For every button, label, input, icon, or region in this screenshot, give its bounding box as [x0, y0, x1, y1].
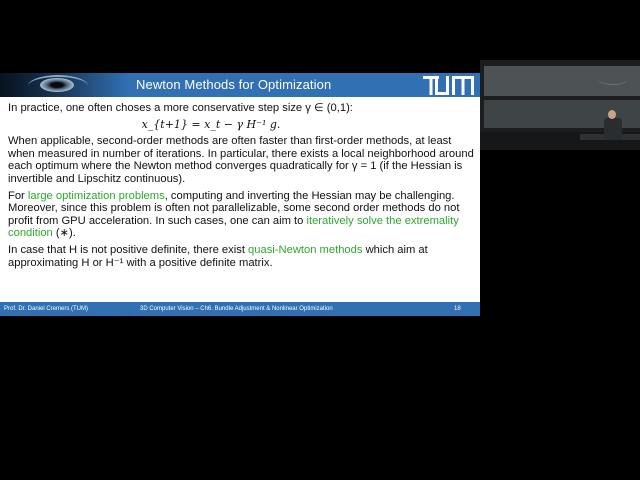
- text-segment: For: [8, 189, 28, 202]
- text-segment: (∗).: [52, 227, 76, 240]
- quasi-newton-paragraph: [8, 244, 474, 269]
- newton-update-formula: [8, 119, 474, 132]
- second-order-paragraph: When applicable, second-order methods are often faster than first-order methods, at least when measured in number of iterations. In particular, there exists a local neighborhood around each optimum where the Newton method converges quadratically for γ = 1 (if the Hessian is invertible and Lipschitz continuous).: [8, 135, 474, 185]
- highlight-iterative-solve: iteratively solve the extremality condition: [8, 214, 459, 240]
- highlight-large-problems: large optimization problems: [27, 189, 165, 202]
- footer-course: 3D Computer Vision – Ch6. Bundle Adjustment & Nonlinear Optimization: [140, 306, 333, 312]
- slide-footer: [0, 302, 480, 316]
- footer-page-number: 18: [454, 306, 461, 312]
- tum-logo: [423, 76, 475, 95]
- slide-title: Newton Methods for Optimization: [136, 77, 332, 92]
- lecturer-video-feed: [480, 60, 640, 150]
- text-segment: In case that H is not positive definite, there exist: [8, 243, 249, 256]
- text-segment: , computing and inverting the Hessian may be challenging. Moreover, since this problem is often not parallelizable, some second order methods do not profit from GPU acceleration. In such cases, one can aim to: [8, 189, 460, 227]
- formula-text: x_{t+1} = x_t − γ H⁻¹ g.: [141, 117, 281, 131]
- slide-header: [0, 73, 480, 97]
- step-size-paragraph: In practice, one often choses a more conservative step size γ ∈ (0,1):: [8, 102, 353, 114]
- slide-body: [8, 102, 474, 273]
- lecturer-figure: [604, 118, 622, 140]
- highlight-quasi-newton: quasi-Newton methods: [248, 243, 363, 256]
- text-segment: which aim at approximating H or H⁻¹ with a positive definite matrix.: [8, 243, 428, 269]
- lecture-slide: [0, 73, 480, 316]
- footer-author: Prof. Dr. Daniel Cremers (TUM): [4, 306, 89, 312]
- eye-banner-image: [0, 73, 128, 97]
- large-problems-paragraph: [8, 190, 474, 240]
